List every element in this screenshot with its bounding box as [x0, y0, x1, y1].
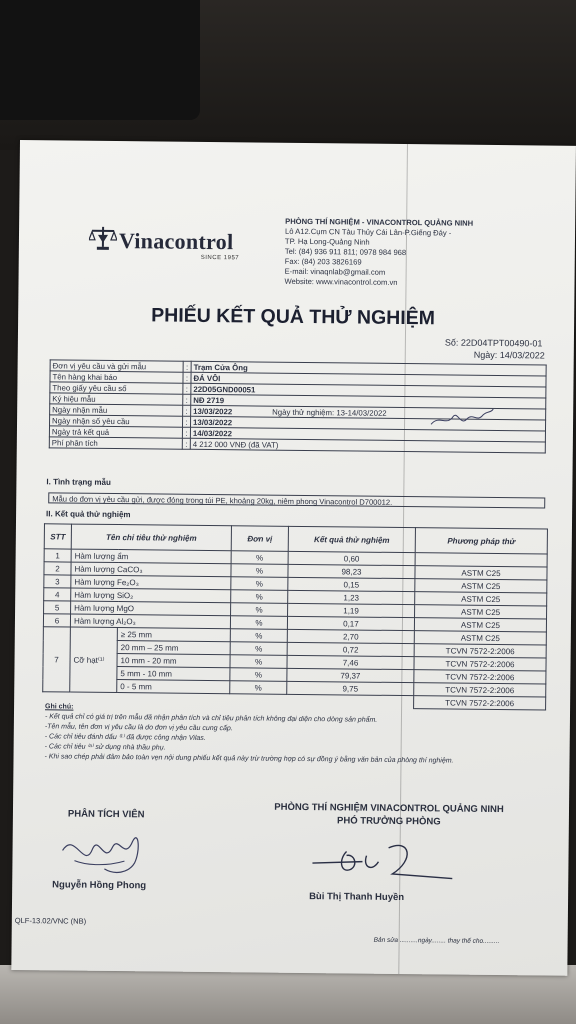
lab-address-1: Lô A12.Cụm CN Tàu Thủy Cái Lân-P.Giếng Đáy - — [285, 226, 452, 238]
table-row: 2 Hàm lượng CaCO₃ % 98,23 ASTM C25 — [44, 562, 547, 580]
info-value: 13/03/2022 — [191, 416, 546, 431]
table-row: 6 Hàm lượng Al₂O₃ % 0,17 ASTM C25 — [43, 614, 546, 632]
approver-signature — [302, 833, 463, 887]
form-code: QLF-13.02/VNC (NB) — [14, 915, 87, 926]
approver-lab: PHÒNG THÍ NGHIỆM VINACONTROL QUẢNG NINH — [274, 801, 504, 816]
info-row: Ngày nhận số yêu cầu : 13/03/2022 — [50, 415, 546, 431]
analyst-signature — [54, 820, 155, 881]
revision-line: Bản sửa ..........ngày........ thay thế cho......... — [373, 936, 500, 946]
info-label: Ngày nhận mẫu — [50, 404, 183, 416]
notes — [44, 702, 454, 766]
info-value: NĐ 2719 — [191, 394, 546, 409]
info-value: 14/03/2022 — [190, 427, 545, 442]
info-label: Ngày trả kết quả — [49, 426, 182, 438]
notes-heading: Ghi chú: — [45, 703, 74, 711]
info-row: Ngày trả kết quả : 14/03/2022 — [49, 426, 545, 442]
lab-fax: Fax: (84) 203 3826169 — [284, 256, 362, 267]
lab-email: E-mail: vinaqnlab@gmail.com — [284, 266, 386, 277]
report-number: Số: 22D04TPT00490-01 — [444, 337, 543, 349]
size-group-label: Cỡ hạt⁽¹⁾ — [70, 627, 118, 692]
info-label: Đơn vị yêu cầu và gửi mẫu — [50, 360, 183, 372]
info-value: 4 212 000 VNĐ (đã VAT) — [190, 438, 545, 453]
lab-name: PHÒNG THÍ NGHIỆM - VINACONTROL QUẢNG NINH — [285, 216, 474, 228]
approver-name: Bùi Thị Thanh Huyền — [309, 891, 405, 904]
lab-address-2: TP. Hạ Long-Quảng Ninh — [284, 236, 370, 247]
table-row: 5 mm - 10 mm % 79,37 TCVN 7572-2:2006 — [43, 666, 546, 684]
sample-status-text: Mẫu do đơn vị yêu cầu gửi, được đóng trong túi PE, khoảng 20kg, niêm phong Vinacontrol D700012. — [48, 492, 545, 508]
info-value: ĐÁ VÔI — [191, 372, 546, 387]
header-name: Tên chỉ tiêu thử nghiệm — [71, 524, 231, 551]
info-row: Tên hàng khai báo : ĐÁ VÔI — [50, 371, 546, 387]
info-value: Trạm Cửa Ông — [191, 361, 546, 376]
header-result: Kết quả thử nghiệm — [288, 526, 415, 552]
table-row: 4 Hàm lượng SiO₂ % 1,23 ASTM C25 — [44, 588, 547, 606]
header-method: Phương pháp thử — [415, 528, 547, 554]
analyst-title: PHÂN TÍCH VIÊN — [67, 808, 145, 821]
header-unit: Đơn vị — [231, 526, 288, 552]
info-label: Ký hiệu mẫu — [50, 393, 183, 405]
table-row: 7 Cỡ hạt⁽¹⁾ ≥ 25 mm % 2,70 ASTM C25 — [43, 627, 546, 645]
info-value: 22D05GND00051 — [191, 383, 546, 398]
table-row: 1 Hàm lượng ẩm % 0,60 — [44, 549, 547, 567]
note-line: - Các chỉ tiêu ⁽ᵃ⁾ sử dụng nhà thầu phụ. — [44, 743, 166, 752]
results-table — [42, 523, 548, 710]
info-label: Phí phân tích — [49, 437, 182, 449]
section-sample-status: I. Tình trạng mẫu — [46, 477, 111, 487]
document-sheet — [11, 140, 576, 976]
info-label: Ngày nhận số yêu cầu — [50, 415, 183, 427]
lab-tel: Tel: (84) 936 911 811; 0978 984 968 — [284, 246, 407, 258]
info-label: Tên hàng khai báo — [50, 371, 183, 383]
logo-since: SINCE 1957 — [200, 254, 240, 262]
note-line: - Khi sao chép phải đảm bảo toàn vẹn nội dung phiếu kết quả này trừ trường hợp có sự đồng ý bằng văn bản của phòng thí nghiệm. — [44, 753, 454, 765]
info-label: Theo giấy yêu cầu số — [50, 382, 183, 394]
table-row: 3 Hàm lượng Fe₂O₃ % 0,15 ASTM C25 — [44, 575, 547, 593]
extra-method: TCVN 7572-2:2006 — [414, 696, 546, 710]
scales-logo-icon — [89, 225, 117, 251]
report-date: Ngày: 14/03/2022 — [473, 349, 545, 361]
info-row: Phí phân tích : 4 212 000 VNĐ (đã VAT) — [49, 437, 545, 453]
table-row: 10 mm - 20 mm % 7,46 TCVN 7572-2:2006 — [43, 653, 546, 671]
approver-role: PHÓ TRƯỞNG PHÒNG — [337, 815, 441, 828]
info-row: Ký hiệu mẫu : NĐ 2719 — [50, 393, 546, 409]
info-row: Theo giấy yêu cầu số : 22D05GND00051 — [50, 382, 546, 398]
document-title: PHIẾU KẾT QUẢ THỬ NGHIỆM — [151, 304, 436, 330]
lab-website: Website: www.vinacontrol.com.vn — [284, 276, 398, 287]
info-row: Ngày nhận mẫu : 13/03/2022 Ngày thử nghiệm: 13-14/03/2022 — [50, 404, 546, 420]
lab-header — [284, 217, 473, 289]
section-test-results: II. Kết quả thử nghiệm — [46, 509, 131, 520]
background-device — [0, 0, 200, 120]
header-stt: STT — [44, 524, 71, 549]
note-line: -Tên mẫu, tên đơn vị yêu cầu là do đơn vị yêu cầu cung cấp. — [44, 723, 233, 733]
table-row: 0 - 5 mm % 9,75 TCVN 7572-2:2006 — [43, 679, 546, 697]
initials-handwriting — [427, 406, 497, 433]
test-date: Ngày thử nghiệm: 13-14/03/2022 — [272, 407, 387, 418]
info-row: Đơn vị yêu cầu và gửi mẫu : Trạm Cửa Ông — [50, 360, 546, 376]
table-row: 20 mm – 25 mm % 0,72 TCVN 7572-2:2006 — [43, 640, 546, 658]
note-line: - Các chỉ tiêu đánh dấu ⁽¹⁾ đã được công nhận Vilas. — [44, 733, 206, 742]
info-value: 13/03/2022 — [193, 406, 233, 416]
logo-wordmark: Vinacontrol — [118, 228, 234, 255]
note-line: - Kết quả chỉ có giá trị trên mẫu đã nhận phân tích và chỉ tiêu phân tích không đại diện cho dòng sản phẩm. — [44, 713, 378, 724]
approver-title — [239, 800, 539, 829]
table-row: 5 Hàm lượng MgO % 1,19 ASTM C25 — [44, 601, 547, 619]
analyst-name: Nguyễn Hồng Phong — [52, 879, 147, 892]
